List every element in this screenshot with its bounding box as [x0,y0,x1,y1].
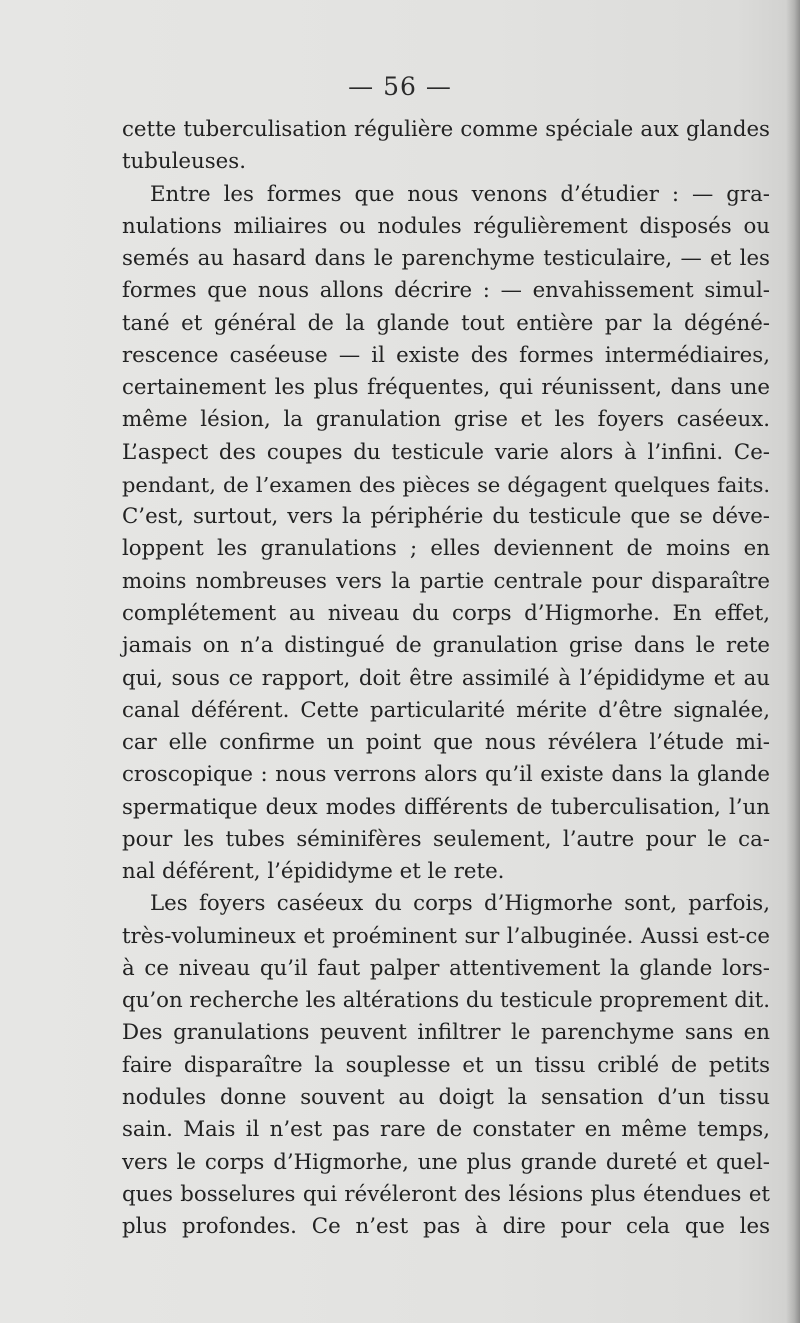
text-line: jamais on n’a distingué de granulation grise dans le rete [122,633,770,659]
text-line: pour les tubes séminifères seulement, l’autre pour le ca- [122,826,770,852]
text-line: qu’on recherche les altérations du testicule proprement dit. [122,988,770,1014]
page-binding-shadow [786,0,800,1323]
text-line: très-volumineux et proéminent sur l’albuginée. Aussi est-ce [122,923,770,949]
text-line: L’aspect des coupes du testicule varie alors à l’infini. Ce- [122,439,770,465]
body-text [122,114,770,1243]
text-line: faire disparaître la souplesse et un tissu criblé de petits [122,1052,770,1078]
text-line: Les foyers caséeux du corps d’Higmorhe sont, parfois, [150,891,770,917]
text-line: tané et général de la glande tout entière par la dégéné- [122,310,770,336]
text-line: car elle confirme un point que nous révélera l’étude mi- [122,730,770,756]
text-line: Des granulations peuvent infiltrer le parenchyme sans en [122,1020,770,1046]
text-line: ques bosselures qui révéleront des lésions plus étendues et [122,1181,770,1207]
text-line: nulations miliaires ou nodules régulièrement disposés ou [122,213,770,239]
text-line: cette tuberculisation régulière comme spéciale aux glandes [122,117,770,142]
text-line: rescence caséeuse — il existe des formes intermédiaires, [122,342,770,368]
text-line: qui, sous ce rapport, doit être assimilé à l’épididyme et au [122,665,770,691]
text-line: loppent les granulations ; elles deviennent de moins en [122,536,770,562]
text-line: certainement les plus fréquentes, qui réunissent, dans une [122,375,770,401]
text-line: moins nombreuses vers la partie centrale pour disparaître [122,568,770,594]
text-line: tubuleuses. [122,149,246,175]
text-line: nal déférent, l’épididyme et le rete. [122,859,505,885]
text-line: semés au hasard dans le parenchyme testiculaire, — et les [122,246,770,272]
text-line: C’est, surtout, vers la périphérie du testicule que se déve- [122,504,770,530]
page-number: — 56 — [348,72,452,101]
text-line: complétement au niveau du corps d’Higmorhe. En effet, [122,600,770,626]
text-line: spermatique deux modes différents de tuberculisation, l’un [122,794,770,820]
text-line: formes que nous allons décrire : — envahissement simul- [122,278,770,304]
text-line: même lésion, la granulation grise et les foyers caséeux. [122,407,770,433]
text-line: à ce niveau qu’il faut palper attentivement la glande lors- [122,955,770,981]
text-line: croscopique : nous verrons alors qu’il existe dans la glande [122,762,770,788]
text-line: pendant, de l’examen des pièces se dégagent quelques faits. [122,472,770,497]
text-line: nodules donne souvent au doigt la sensation d’un tissu [122,1084,770,1110]
text-line: vers le corps d’Higmorhe, une plus grande dureté et quel- [122,1149,770,1175]
text-line: canal déférent. Cette particularité mérite d’être signalée, [122,697,770,723]
text-line: sain. Mais il n’est pas rare de constater en même temps, [122,1117,770,1143]
text-line: Entre les formes que nous venons d’étudier : — gra- [150,181,770,207]
text-line: plus profondes. Ce n’est pas à dire pour cela que les [122,1214,770,1240]
